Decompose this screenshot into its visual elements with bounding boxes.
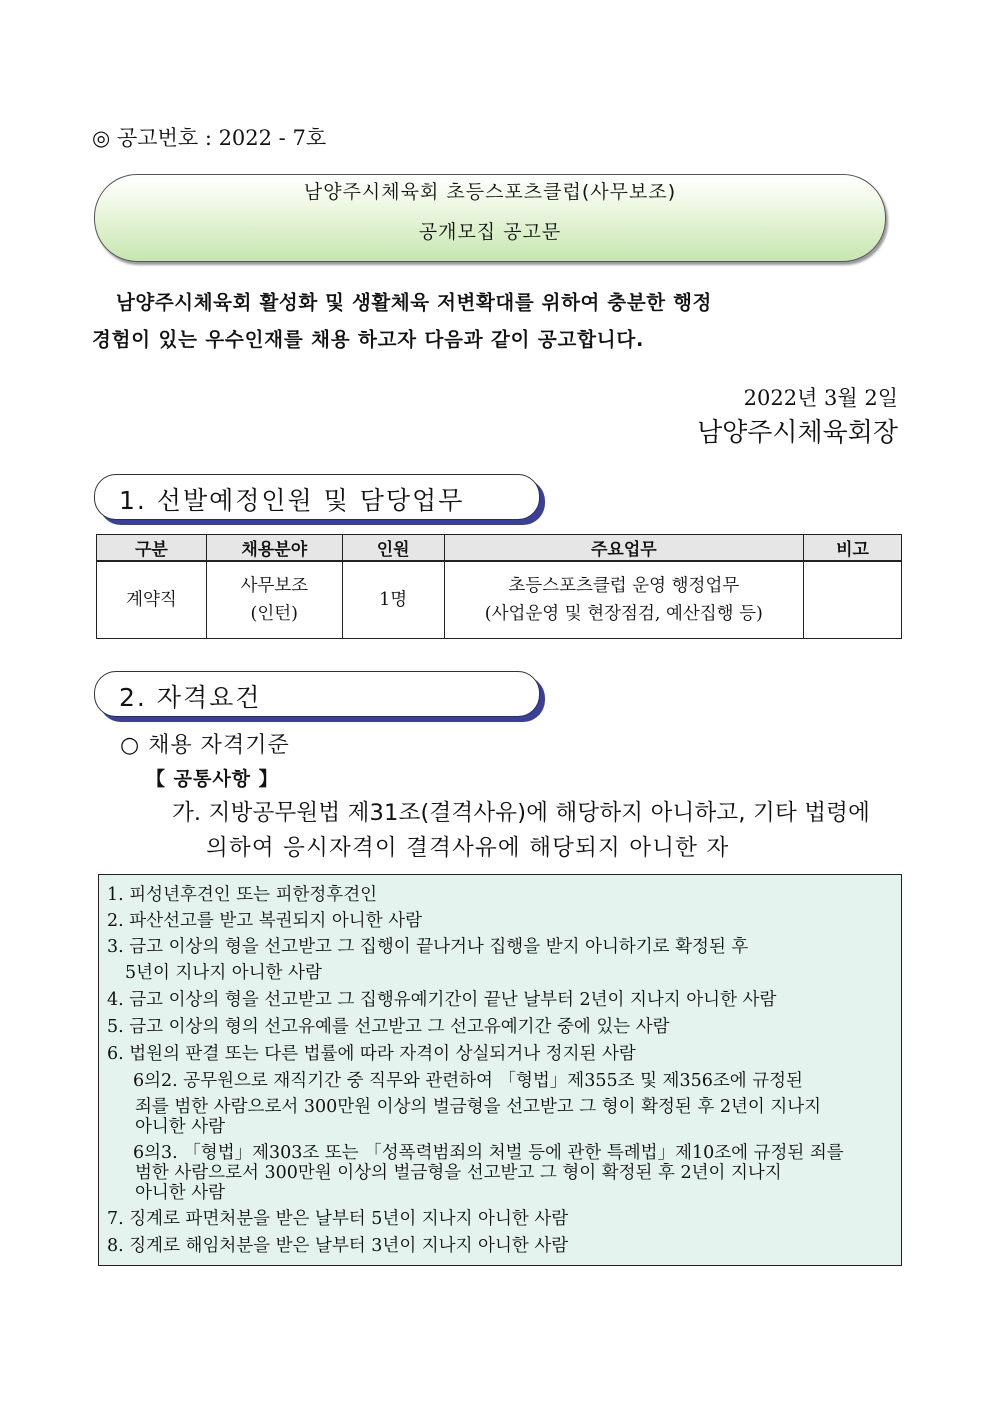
cell-duty-line1: 초등스포츠클럽 운영 행정업무 xyxy=(508,576,740,596)
list-item: 5. 금고 이상의 형의 선고유예를 선고받고 그 선고유예기간 중에 있는 사람 xyxy=(107,1017,670,1037)
list-item: 아니한 사람 xyxy=(135,1183,226,1203)
cell-field-line2: (인턴) xyxy=(250,604,298,624)
title-line-1: 남양주시체육회 초등스포츠클럽(사무보조) xyxy=(303,181,677,203)
table-row xyxy=(97,561,902,639)
cell-duty xyxy=(444,561,804,639)
title-banner xyxy=(94,174,886,262)
common-label: 【 공통사항 】 xyxy=(146,768,279,790)
item-ga-line-1: 가. 지방공무원법 제31조(결격사유)에 해당하지 아니하고, 기타 법령에 xyxy=(172,800,871,826)
cell-field xyxy=(206,561,342,639)
list-item: 5년이 지나지 아니한 사람 xyxy=(125,963,322,983)
intro-line-2: 경험이 있는 우수인재를 채용 하고자 다음과 같이 공고합니다. xyxy=(92,328,645,351)
notice-number: ◎ 공고번호 : 2022 - 7호 xyxy=(92,126,327,150)
intro-line-1: 남양주시체육회 활성화 및 생활체육 저변확대를 위하여 충분한 행정 xyxy=(116,291,712,314)
intro-paragraph xyxy=(92,284,892,358)
cell-field-line1: 사무보조 xyxy=(240,576,309,596)
section-1-heading xyxy=(94,474,540,520)
cell-duty-line2: (사업운영 및 현장점검, 예산집행 등) xyxy=(484,604,763,624)
list-item: 6의2. 공무원으로 재직기간 중 직무와 관련하여 「형법」제355조 및 제356조에 규정된 xyxy=(133,1071,803,1091)
section-2-heading xyxy=(94,671,540,717)
list-item: 6의3. 「형법」제303조 또는 「성폭력범죄의 처벌 등에 관한 특례법」제10조에 규정된 죄를 xyxy=(133,1143,844,1163)
header-field: 채용분야 xyxy=(206,535,342,562)
list-item: 3. 금고 이상의 형을 선고받고 그 집행이 끝나거나 집행을 받지 아니하기로 확정된 후 xyxy=(107,937,749,957)
section-2-title: 2. 자격요건 xyxy=(119,683,262,712)
list-item: 죄를 범한 사람으로서 300만원 이상의 벌금형을 선고받고 그 형이 확정된 후 2년이 지나지 xyxy=(135,1097,822,1117)
cell-note xyxy=(804,561,902,639)
item-ga-line-2: 의하여 응시자격이 결격사유에 해당되지 아니한 자 xyxy=(206,835,730,861)
cell-type: 계약직 xyxy=(97,561,207,639)
list-item: 1. 피성년후견인 또는 피한정후견인 xyxy=(107,885,378,905)
section-1-title: 1. 선발예정인원 및 담당업무 xyxy=(119,486,465,515)
list-item: 8. 징계로 해임처분을 받은 날부터 3년이 지나지 아니한 사람 xyxy=(107,1236,569,1256)
list-item: 7. 징계로 파면처분을 받은 날부터 5년이 지나지 아니한 사람 xyxy=(107,1209,569,1229)
list-item: 4. 금고 이상의 형을 선고받고 그 집행유예기간이 끝난 날부터 2년이 지나지 아니한 사람 xyxy=(107,990,777,1010)
signer: 남양주시체육회장 xyxy=(697,418,898,448)
list-item: 2. 파산선고를 받고 복권되지 아니한 사람 xyxy=(107,911,422,931)
criteria-label: ○ 채용 자격기준 xyxy=(120,733,290,758)
recruitment-table xyxy=(96,534,902,639)
cell-count: 1명 xyxy=(342,561,444,639)
list-item: 범한 사람으로서 300만원 이상의 벌금형을 선고받고 그 형이 확정된 후 2년이 지나지 xyxy=(135,1163,782,1183)
header-category: 구분 xyxy=(97,535,207,562)
notice-date: 2022년 3월 2일 xyxy=(743,386,898,410)
title-line-2: 공개모집 공고문 xyxy=(418,221,562,243)
header-note: 비고 xyxy=(804,535,902,562)
header-count: 인원 xyxy=(342,535,444,562)
header-duty: 주요업무 xyxy=(444,535,804,562)
list-item: 아니한 사람 xyxy=(135,1117,226,1137)
disqualification-box xyxy=(98,874,902,1266)
table-header-row xyxy=(97,535,902,562)
list-item: 6. 법원의 판결 또는 다른 법률에 따라 자격이 상실되거나 정지된 사람 xyxy=(107,1044,636,1064)
